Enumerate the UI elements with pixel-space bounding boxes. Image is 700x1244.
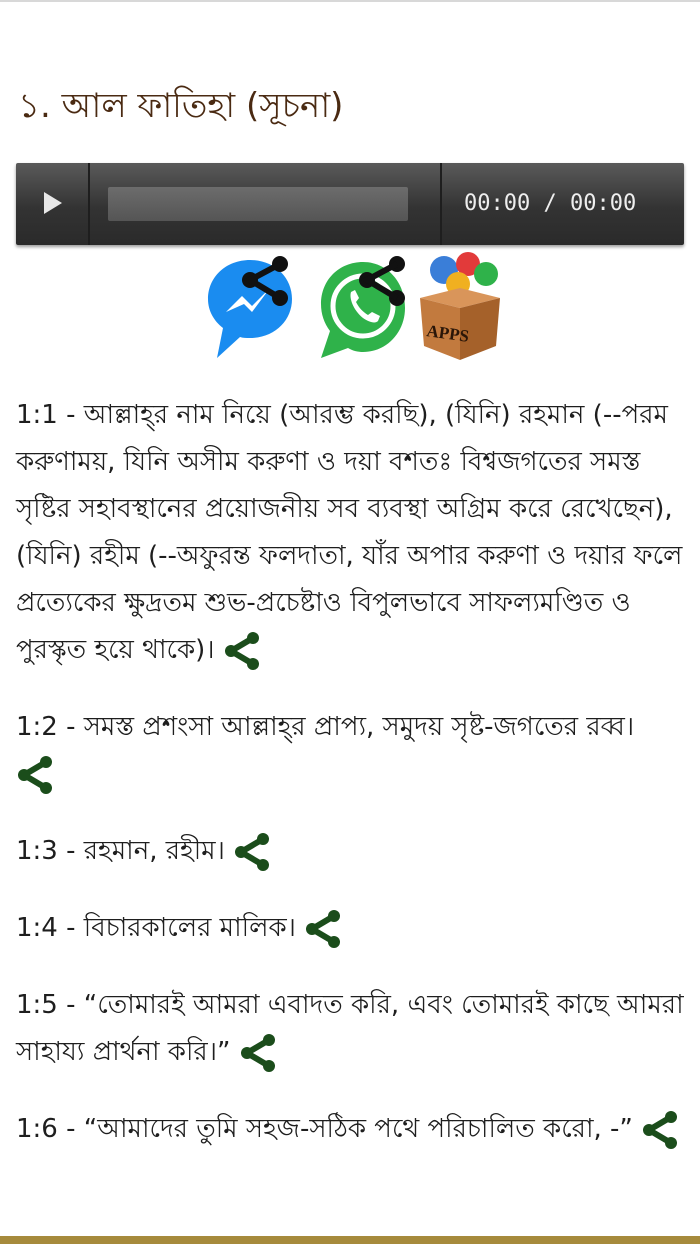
verse-item — [16, 982, 692, 1076]
player-divider — [440, 163, 442, 245]
apps-label: APPS — [425, 321, 471, 346]
messenger-share-button[interactable] — [204, 254, 296, 362]
top-divider — [0, 0, 700, 2]
verse-text: 1:6 - “আমাদের তুমি সহজ-সঠিক পথে পরিচালিত করো, -” — [16, 1114, 633, 1144]
apps-box-icon — [414, 248, 506, 362]
whatsapp-share-button[interactable] — [315, 254, 411, 362]
verse-item — [16, 392, 692, 674]
verse-item — [16, 828, 692, 875]
bottom-bar — [0, 1236, 700, 1244]
share-icon[interactable] — [233, 833, 269, 871]
more-apps-button[interactable] — [414, 248, 506, 362]
verse-item — [16, 1106, 692, 1153]
messenger-share-icon — [204, 254, 296, 362]
share-icon[interactable] — [239, 1034, 275, 1072]
play-button[interactable] — [16, 163, 88, 245]
seek-bar[interactable] — [108, 187, 408, 221]
share-icon[interactable] — [16, 756, 52, 794]
share-icon[interactable] — [304, 910, 340, 948]
verse-item — [16, 905, 692, 952]
verse-text: 1:5 - “তোমারই আমরা এবাদত করি, এবং তোমারই কাছে আমরা সাহায্য প্রার্থনা করি।” — [16, 990, 684, 1067]
verse-text: 1:2 - সমস্ত প্রশংসা আল্লাহ্‌র প্রাপ্য, সমুদয় সৃষ্ট-জগতের রব্ব। — [16, 712, 635, 742]
whatsapp-share-icon — [315, 254, 411, 362]
verse-item — [16, 704, 692, 798]
share-icon[interactable] — [223, 632, 259, 670]
verse-text: 1:3 - রহমান, রহীম। — [16, 836, 225, 866]
page-title: ১. আল ফাতিহা (সূচনা) — [18, 86, 344, 126]
verse-text: 1:4 - বিচারকালের মালিক। — [16, 913, 296, 943]
share-icon[interactable] — [641, 1111, 677, 1149]
verse-list — [16, 392, 692, 1183]
time-display: 00:00 / 00:00 — [464, 191, 637, 216]
play-icon — [44, 192, 62, 214]
player-divider — [88, 163, 90, 245]
verse-text: 1:1 - আল্লাহ্‌র নাম নিয়ে (আরম্ভ করছি), (যিনি) রহমান (--পরম করুণাময়, যিনি অসীম করুণা ও দয়া বশতঃ বিশ্বজগতের সমস্ত সৃষ্টির সহাবস্থানের প্রয়োজনীয় সব ব্যবস্থা অগ্রিম করে রেখেছেন), (যিনি) রহীম (--অফুরন্ত ফলদাতা, যাঁর অপার করুণা ও দয়ার ফলে প্রত্যেকের ক্ষুদ্রতম শুভ-প্রচেষ্টাও বিপুলভাবে সাফল্যমণ্ডিত ও পুরস্কৃত হয়ে থাকে)। — [16, 400, 683, 665]
